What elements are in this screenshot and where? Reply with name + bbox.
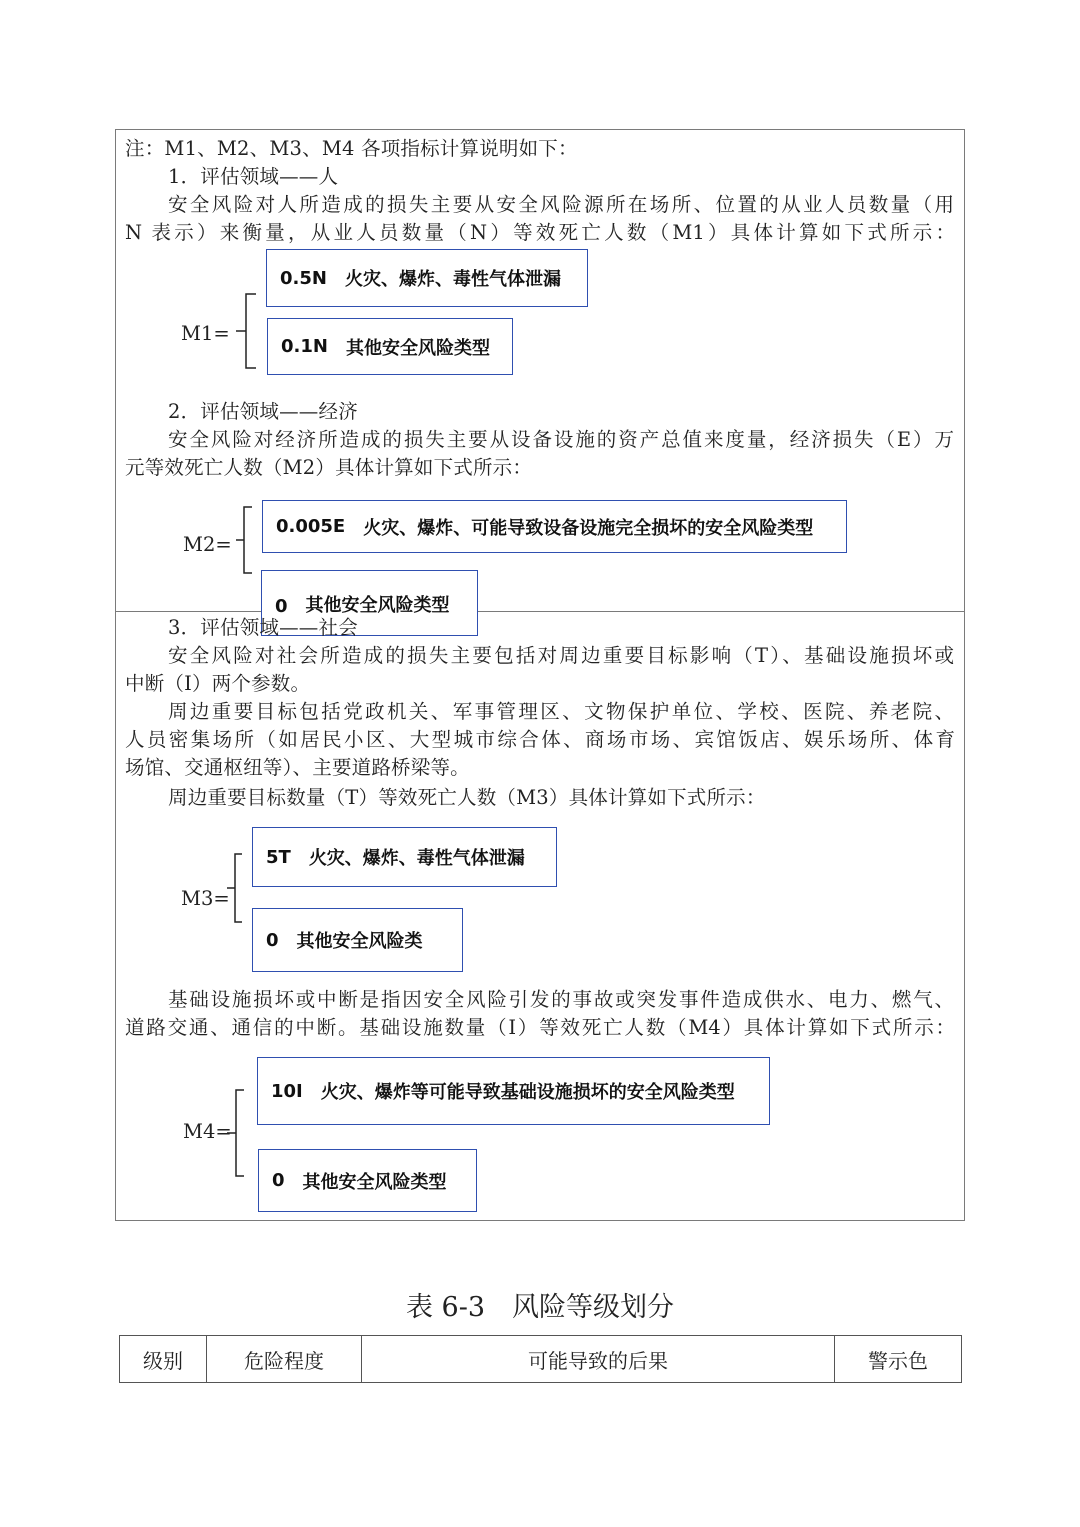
section-3-line-6: 周边重要目标数量（T）等效死亡人数（M3）具体计算如下式所示： [168, 786, 766, 809]
section-2-heading: 2．评估领域——经济 [168, 400, 358, 423]
section-3-line-4: 人员密集场所（如居民小区、大型城市综合体、商场市场、宾馆饭店、娱乐场所、体育 [125, 728, 955, 751]
m1-case-1-desc: 火灾、爆炸、毒性气体泄漏 [344, 269, 561, 290]
m4-case-1-desc: 火灾、爆炸等可能导致基础设施损坏的安全风险类型 [320, 1082, 735, 1103]
m2-label: M2= [183, 533, 232, 556]
frame-divider [115, 611, 965, 612]
section-2-line-2: 元等效死亡人数（M2）具体计算如下式所示： [125, 456, 533, 479]
m2-case-2-desc: 其他安全风险类型 [305, 595, 450, 616]
m2-case-1-value: 0.005E [276, 516, 346, 537]
m3-case-2 [252, 908, 463, 972]
m1-label: M1= [181, 322, 230, 345]
header-warning-color: 警示色 [835, 1336, 962, 1383]
m4-case-2-value: 0 [272, 1170, 285, 1191]
m4-case-2-desc: 其他安全风险类型 [302, 1171, 447, 1193]
section-3-heading: 3．评估领域——社会 [168, 616, 358, 639]
m1-case-2-desc: 其他安全风险类型 [345, 337, 490, 359]
m2-brace [232, 505, 262, 575]
m1-case-2-value: 0.1N [281, 336, 328, 357]
table-caption: 表 6-3 风险等级划分 [405, 1292, 675, 1323]
header-danger-degree: 危险程度 [207, 1336, 362, 1383]
m1-case-2 [267, 318, 513, 375]
section-3-line-2: 中断（I）两个参数。 [125, 672, 311, 695]
m1-case-1-value: 0.5N [280, 267, 327, 289]
m4-case-2 [258, 1149, 477, 1212]
section-3-line-3: 周边重要目标包括党政机关、军事管理区、文物保护单位、学校、医院、养老院、 [168, 700, 954, 723]
header-level: 级别 [120, 1336, 207, 1383]
m3-case-1-value: 5T [266, 846, 291, 868]
section-3-line-8: 道路交通、通信的中断。基础设施数量（I）等效死亡人数（M4）具体计算如下式所示： [125, 1016, 955, 1039]
header-consequence: 可能导致的后果 [362, 1336, 835, 1383]
section-1-heading: 1．评估领域——人 [168, 165, 339, 188]
m3-label: M3= [181, 887, 230, 910]
m3-brace [224, 852, 254, 924]
section-3-line-1: 安全风险对社会所造成的损失主要包括对周边重要目标影响（T）、基础设施损坏或 [168, 644, 954, 667]
m1-brace [232, 292, 262, 370]
m4-brace [224, 1088, 254, 1178]
risk-level-table [119, 1335, 962, 1383]
m2-case-2-value: 0 [275, 596, 288, 617]
m2-case-1 [262, 500, 847, 553]
table-header-row [120, 1336, 962, 1383]
m3-case-2-value: 0 [266, 929, 279, 951]
section-2-line-1: 安全风险对经济所造成的损失主要从设备设施的资产总值来度量，经济损失（E）万 [168, 428, 954, 451]
m4-label: M4= [183, 1120, 232, 1143]
section-1-line-2: N 表示）来衡量，从业人员数量（N）等效死亡人数（M1）具体计算如下式所示： [125, 221, 955, 244]
m1-case-1 [266, 249, 588, 307]
m3-case-1 [252, 827, 557, 887]
note-title: 注：M1、M2、M3、M4 各项指标计算说明如下： [125, 137, 578, 160]
m4-case-1 [257, 1057, 770, 1125]
section-1-line-1: 安全风险对人所造成的损失主要从安全风险源所在场所、位置的从业人员数量（用 [168, 193, 954, 216]
section-3-line-5: 场馆、交通枢纽等）、主要道路桥梁等。 [125, 756, 470, 779]
m3-case-2-desc: 其他安全风险类 [296, 931, 423, 952]
m2-case-1-desc: 火灾、爆炸、可能导致设备设施完全损坏的安全风险类型 [363, 517, 814, 539]
section-3-line-7: 基础设施损坏或中断是指因安全风险引发的事故或突发事件造成供水、电力、燃气、 [168, 988, 954, 1011]
m4-case-1-value: 10I [271, 1080, 303, 1102]
m3-case-1-desc: 火灾、爆炸、毒性气体泄漏 [308, 848, 525, 869]
